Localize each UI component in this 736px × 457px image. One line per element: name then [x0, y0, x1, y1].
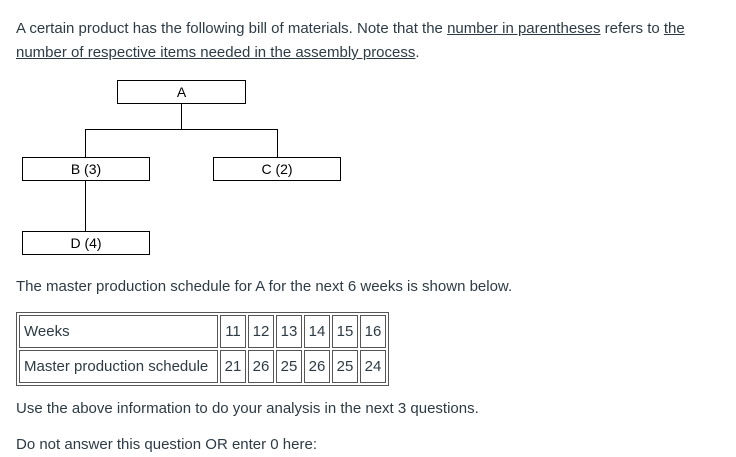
intro-underline-1: number in parentheses — [447, 20, 601, 37]
week-cell: 12 — [248, 315, 274, 348]
mps-cell: 26 — [248, 350, 274, 383]
week-cell: 13 — [276, 315, 302, 348]
bom-node-c: C (2) — [213, 157, 341, 181]
bom-connector-b-up — [85, 129, 86, 157]
mps-cell: 25 — [332, 350, 358, 383]
analysis-instruction: Use the above information to do your analysis in the next 3 questions. — [16, 400, 479, 417]
intro-paragraph — [16, 17, 716, 65]
intro-text-1: A certain product has the following bill of materials. Note that the — [16, 20, 448, 37]
mps-cell: 24 — [360, 350, 386, 383]
bom-node-a: A — [117, 80, 246, 104]
mps-cell: 25 — [276, 350, 302, 383]
intro-text-2: refers to — [600, 20, 664, 37]
bom-connector-c-up — [277, 129, 278, 157]
bom-node-b: B (3) — [22, 157, 150, 181]
bom-connector-horizontal — [85, 129, 278, 130]
weeks-label: Weeks — [19, 315, 218, 348]
mps-cell: 21 — [220, 350, 246, 383]
intro-text-3: . — [415, 44, 420, 61]
mps-table — [16, 312, 389, 386]
week-cell: 15 — [332, 315, 358, 348]
mps-cell: 26 — [304, 350, 330, 383]
mps-label: Master production schedule — [19, 350, 218, 383]
intro-underline-2: the number of respective items needed in the assembly process — [16, 20, 685, 61]
answer-prompt: Do not answer this question OR enter 0 here: — [16, 436, 317, 453]
table-row-mps — [19, 350, 386, 383]
week-cell: 16 — [360, 315, 386, 348]
schedule-intro: The master production schedule for A for the next 6 weeks is shown below. — [16, 278, 513, 295]
week-cell: 14 — [304, 315, 330, 348]
bom-node-d: D (4) — [22, 231, 150, 255]
bom-connector-a-down — [181, 104, 182, 129]
table-row-weeks — [19, 315, 386, 348]
week-cell: 11 — [220, 315, 246, 348]
bom-connector-b-down — [85, 181, 86, 231]
